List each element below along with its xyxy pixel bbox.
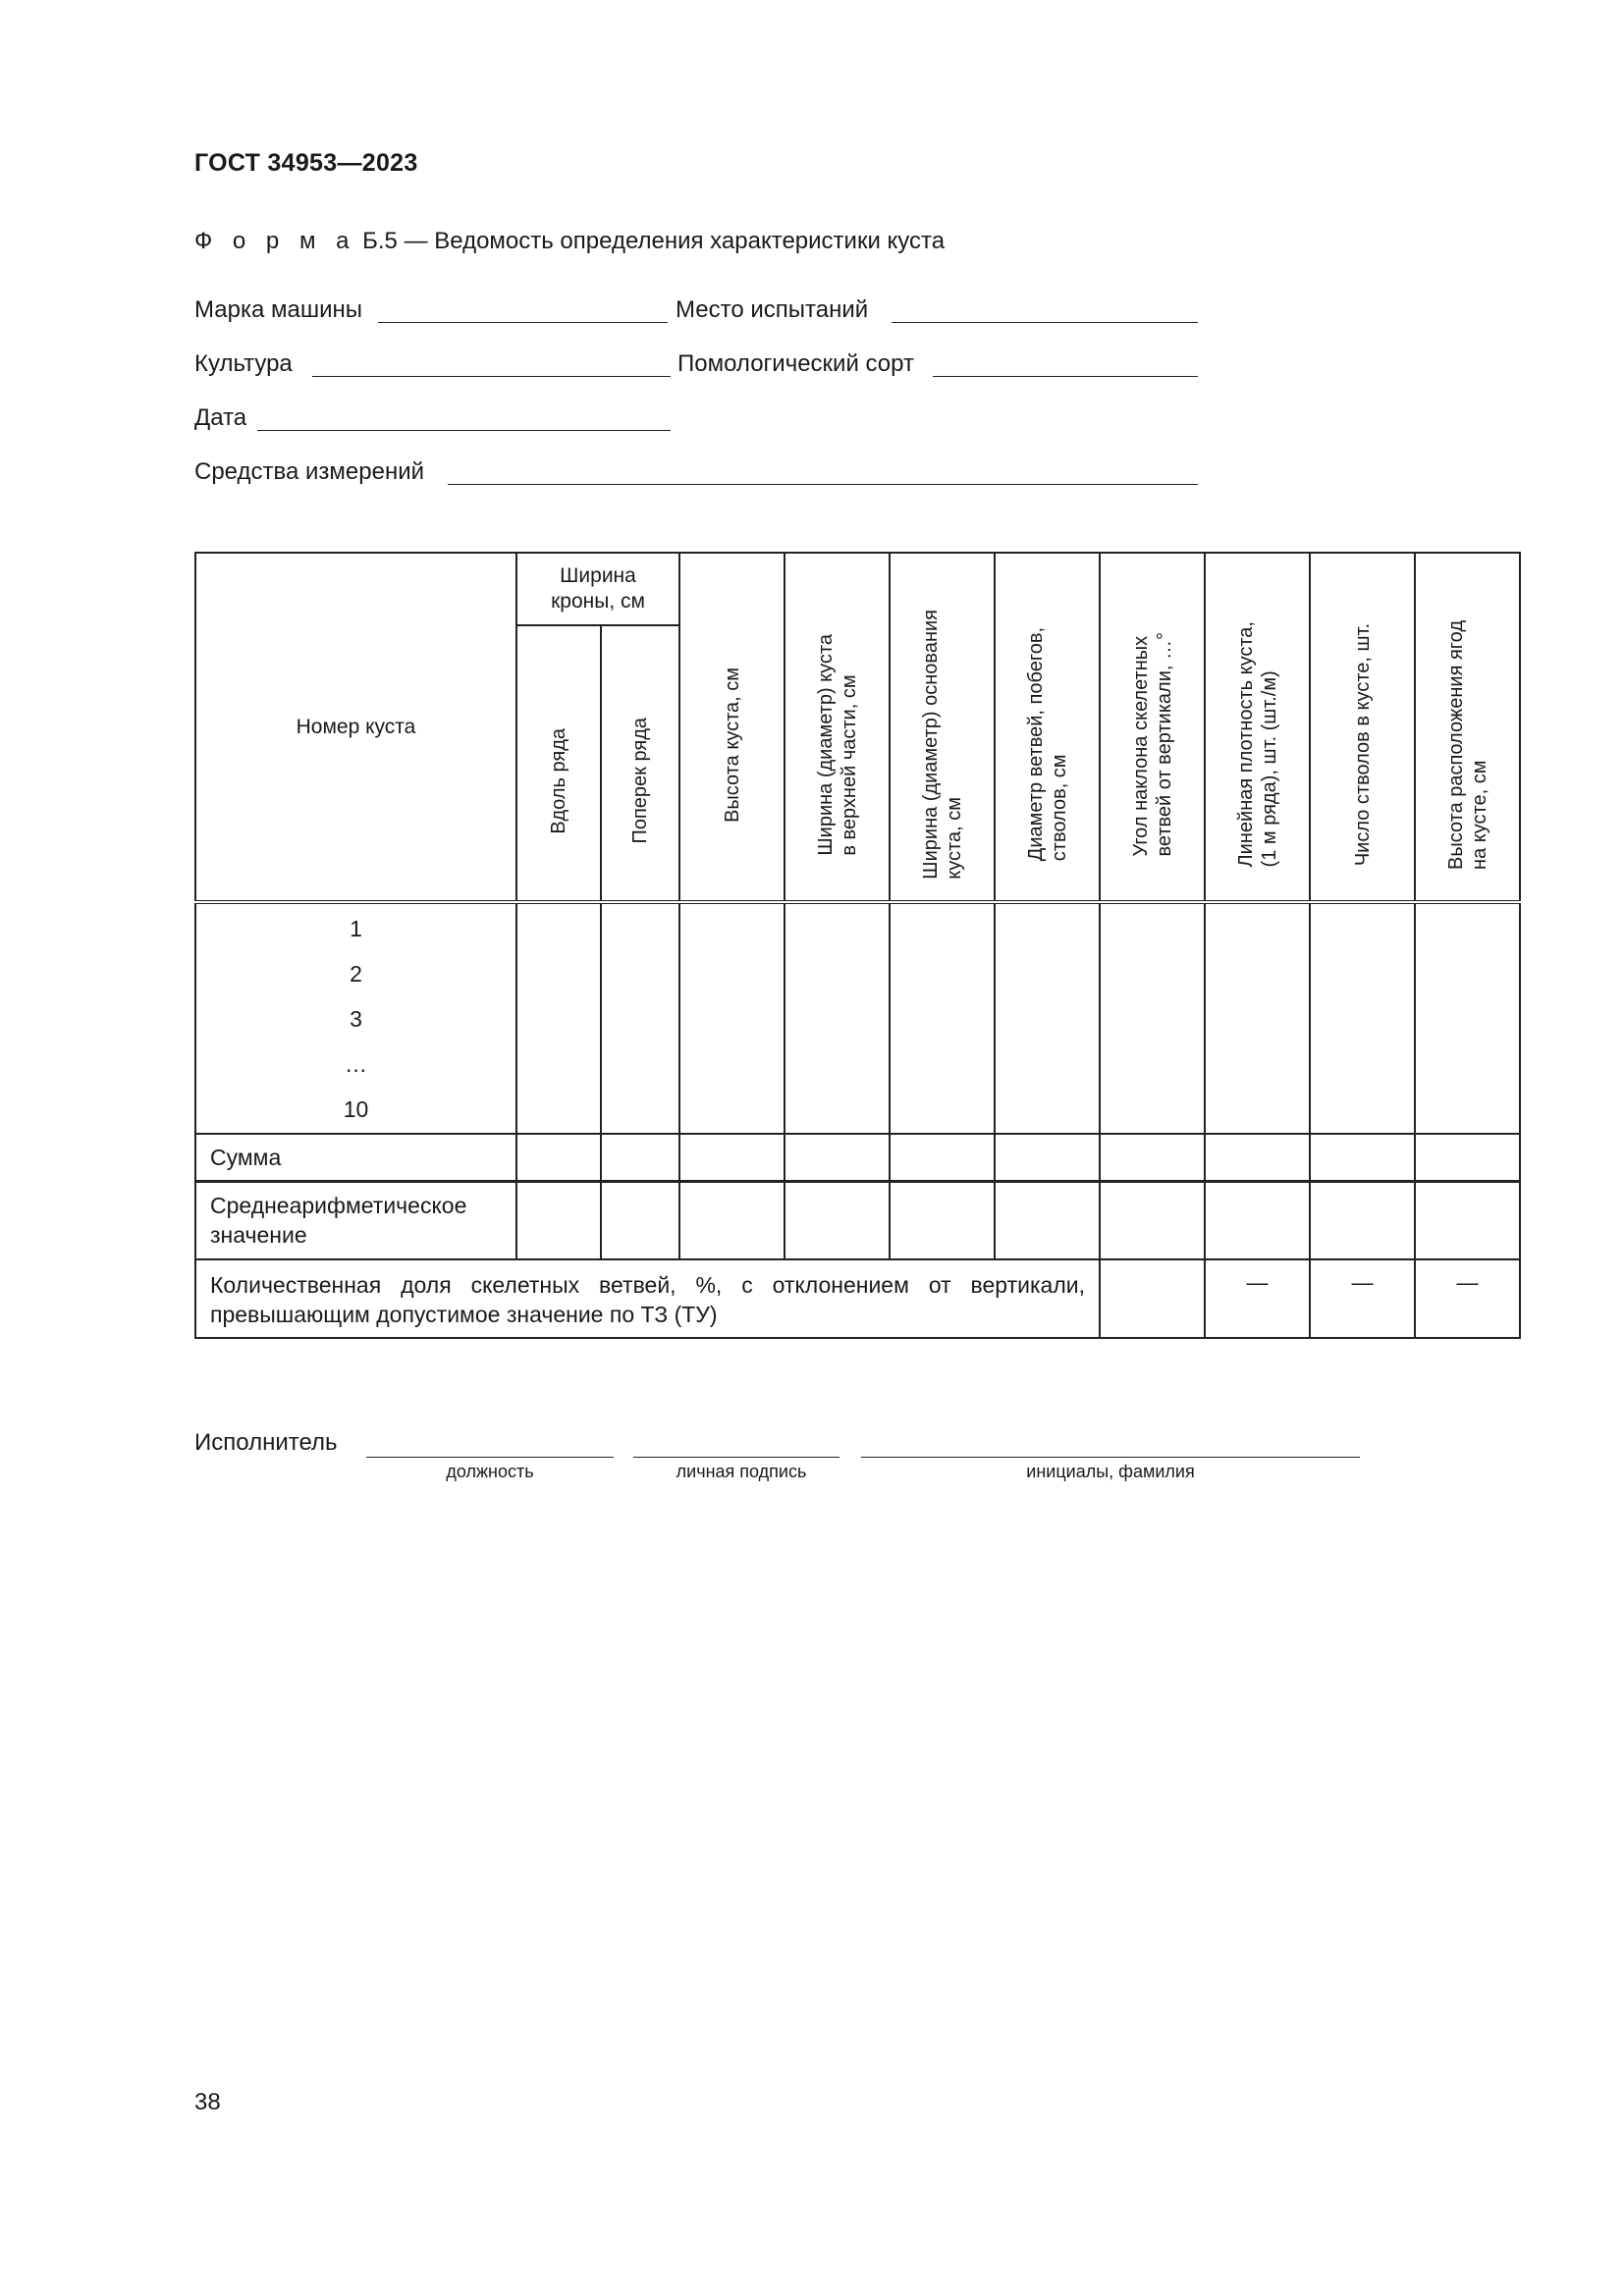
col-top-width <box>785 553 890 902</box>
document-header: ГОСТ 34953—2023 <box>194 149 418 177</box>
row-number: 3 <box>350 1005 362 1032</box>
col-branch-diameter <box>995 553 1100 902</box>
variety-line[interactable] <box>933 376 1198 377</box>
mean-cell[interactable] <box>995 1181 1100 1259</box>
machine-brand-line[interactable] <box>378 322 668 323</box>
sum-cell[interactable] <box>1310 1134 1415 1181</box>
date-line[interactable] <box>257 430 671 431</box>
col-across-row-text: Поперек ряда <box>629 718 651 844</box>
col-along-row-text: Вдоль ряда <box>548 727 569 834</box>
col-branch-diameter-text: Диаметр ветвей, побегов, стволов, см <box>1024 627 1070 862</box>
bush-characteristics-table <box>194 552 1521 1339</box>
date-label: Дата <box>194 404 247 431</box>
data-cell[interactable] <box>601 902 679 1134</box>
col-along-row <box>516 625 601 902</box>
row-number: 1 <box>350 915 362 941</box>
test-place-label: Место испытаний <box>676 296 869 323</box>
col-crown-width: Ширина кроны, см <box>516 553 679 625</box>
mean-cell[interactable] <box>601 1181 679 1259</box>
col-height <box>679 553 785 902</box>
share-cell[interactable] <box>1100 1259 1205 1338</box>
col-stem-count <box>1310 553 1415 902</box>
col-tilt-angle-text: Угол наклона скелетных ветвей от вертикали, …° <box>1129 632 1175 857</box>
form-title-text: Б.5 — Ведомость определения характеристики куста <box>362 228 946 254</box>
data-cell[interactable] <box>1100 902 1205 1134</box>
mean-cell[interactable] <box>890 1181 995 1259</box>
col-bush-number: Номер куста <box>195 553 516 902</box>
form-title <box>194 228 945 255</box>
data-cell[interactable] <box>785 902 890 1134</box>
sum-cell[interactable] <box>785 1134 890 1181</box>
data-cell[interactable] <box>1310 902 1415 1134</box>
variety-label: Помологический сорт <box>677 350 914 377</box>
sum-cell[interactable] <box>890 1134 995 1181</box>
col-tilt-angle <box>1100 553 1205 902</box>
sum-cell[interactable] <box>1205 1134 1310 1181</box>
mean-cell[interactable] <box>1415 1181 1520 1259</box>
col-linear-density-text: Линейная плотность куста, (1 м ряда), шт. (шт./м) <box>1234 621 1280 868</box>
col-height-text: Высота куста, см <box>721 667 743 823</box>
data-cell[interactable] <box>1205 902 1310 1134</box>
sum-cell[interactable] <box>1415 1134 1520 1181</box>
culture-label: Культура <box>194 350 293 377</box>
row-numbers-cell <box>195 902 516 1134</box>
col-linear-density <box>1205 553 1310 902</box>
data-cell[interactable] <box>516 902 601 1134</box>
data-cell[interactable] <box>890 902 995 1134</box>
sum-cell[interactable] <box>1100 1134 1205 1181</box>
culture-line[interactable] <box>312 376 671 377</box>
row-share-label: Количественная доля скелетных ветвей, %, с отклонением от вертикали, превышающим допустимое значение по ТЗ (ТУ) <box>195 1259 1100 1338</box>
measurement-line[interactable] <box>448 484 1198 485</box>
col-base-width <box>890 553 995 902</box>
sum-cell[interactable] <box>679 1134 785 1181</box>
col-berry-height <box>1415 553 1520 902</box>
mean-cell[interactable] <box>516 1181 601 1259</box>
mean-cell[interactable] <box>1310 1181 1415 1259</box>
position-caption: должность <box>446 1462 534 1481</box>
executor-label: Исполнитель <box>194 1429 338 1456</box>
machine-brand-label: Марка машины <box>194 296 363 323</box>
dash-cell: — <box>1310 1259 1415 1338</box>
name-caption: инициалы, фамилия <box>1026 1462 1195 1481</box>
position-line[interactable] <box>366 1457 614 1458</box>
col-stem-count-text: Число стволов в кусте, шт. <box>1351 622 1374 867</box>
row-number: 2 <box>350 960 362 987</box>
mean-cell[interactable] <box>679 1181 785 1259</box>
col-berry-height-text: Высота расположения ягод на кусте, см <box>1444 619 1490 870</box>
sum-cell[interactable] <box>516 1134 601 1181</box>
mean-cell[interactable] <box>1100 1181 1205 1259</box>
col-across-row <box>601 625 679 902</box>
sum-cell[interactable] <box>995 1134 1100 1181</box>
page-number: 38 <box>194 2089 221 2115</box>
row-number: … <box>345 1050 367 1077</box>
mean-cell[interactable] <box>785 1181 890 1259</box>
dash-cell: — <box>1415 1259 1520 1338</box>
dash-cell: — <box>1205 1259 1310 1338</box>
row-number: 10 <box>343 1095 369 1122</box>
data-cell[interactable] <box>1415 902 1520 1134</box>
col-top-width-text: Ширина (диаметр) куста в верхней части, см <box>814 633 860 856</box>
col-base-width-text: Ширина (диаметр) основания куста, см <box>919 610 965 880</box>
signature-caption: личная подпись <box>676 1462 807 1481</box>
measurement-label: Средства измерений <box>194 458 425 485</box>
data-cell[interactable] <box>995 902 1100 1134</box>
mean-cell[interactable] <box>1205 1181 1310 1259</box>
row-mean-label: Среднеарифметическое значение <box>195 1181 516 1259</box>
signature-line[interactable] <box>633 1457 839 1458</box>
form-prefix: Ф о р м а <box>194 228 356 254</box>
name-line[interactable] <box>861 1457 1360 1458</box>
sum-cell[interactable] <box>601 1134 679 1181</box>
data-cell[interactable] <box>679 902 785 1134</box>
row-sum-label: Сумма <box>195 1134 516 1181</box>
test-place-line[interactable] <box>892 322 1198 323</box>
